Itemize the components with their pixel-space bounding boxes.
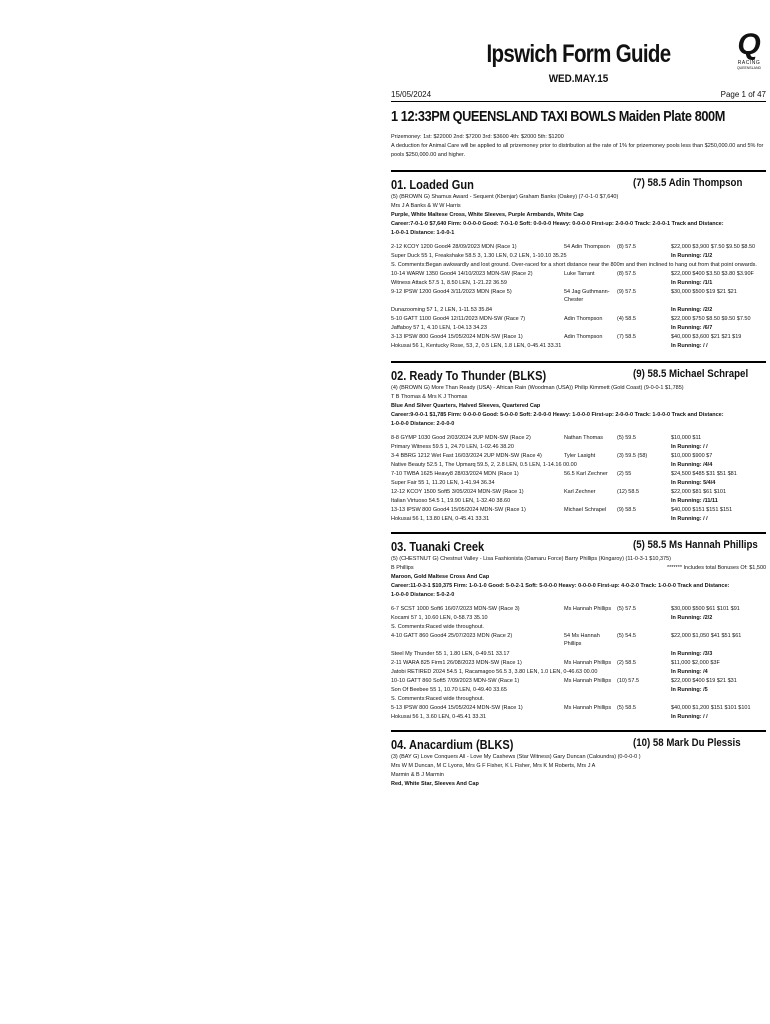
in-running: In Running: / / — [671, 516, 708, 522]
run-prize-odds: $22,000 $400 $3.50 $3.80 $3.90F — [671, 271, 754, 277]
form-run-row — [391, 479, 766, 488]
horse-entry — [391, 170, 766, 351]
form-run-row — [391, 306, 766, 315]
horse-owners: Mrs J A Banks & W W Harris — [391, 203, 461, 209]
form-run-row — [391, 270, 766, 279]
horse-owners: T B Thomas & Mrs K J Thomas — [391, 394, 468, 400]
bonus-note: ******* Includes total Bonuses Of: $1,500 — [667, 565, 766, 571]
run-jockey: Tyler Lasight — [564, 453, 596, 459]
form-run-row — [391, 461, 766, 470]
print-date: 15/05/2024 — [391, 90, 432, 99]
racing-q-icon: Q — [737, 28, 761, 61]
run-barrier-weight: (5) 58.5 — [617, 705, 636, 711]
form-run-row — [391, 434, 766, 443]
in-running: In Running: 5/4/4 — [671, 480, 716, 486]
career-stats-cont: 1-0-0-1 Distance: 1-0-0-1 — [391, 230, 455, 236]
run-jockey: 56.5 Karl Zechner — [564, 471, 608, 477]
run-prize-odds: $22,000 $81 $61 $101 — [671, 489, 727, 495]
form-run-row — [391, 515, 766, 524]
horse-name: 01. Loaded Gun — [391, 177, 474, 192]
run-details: Jatobi RETIRED 2024 54.5 1, Racamagoo 56.5 3, 3.80 LEN, 1.0 LEN, 0-46.63 00.00 — [391, 669, 598, 675]
form-run-row — [391, 497, 766, 506]
run-jockey: 54 Ms Hannah Phillips — [564, 633, 600, 647]
form-run-row — [391, 713, 766, 722]
prizemoney: Prizemoney: 1st: $22000 2nd: $7200 3rd: $3600 4th: $2000 5th: $1200 — [391, 134, 564, 140]
run-details: S. Comments:Raced wide throughout. — [391, 696, 484, 702]
horse-owners-cont: Marmin & B J Marmin — [391, 772, 444, 778]
run-barrier-weight: (2) 55 — [617, 471, 632, 477]
form-run-row — [391, 342, 766, 351]
horse-entry — [391, 361, 766, 524]
horse-name: 04. Anacardium (BLKS) — [391, 737, 514, 752]
run-barrier-weight: (8) 57.5 — [617, 271, 636, 277]
run-prize-odds: $11,000 $2,000 $3F — [671, 660, 720, 666]
horse-owners: B Phillips — [391, 565, 414, 571]
form-run-row — [391, 443, 766, 452]
in-running: In Running: / / — [671, 444, 708, 450]
horse-rule — [391, 730, 766, 732]
form-run-row — [391, 452, 766, 461]
career-stats-cont: 1-0-0-0 Distance: 5-0-2-0 — [391, 592, 455, 598]
horse-rule — [391, 361, 766, 363]
run-jockey: Adin Thompson — [564, 316, 603, 322]
run-prize-odds: $40,000 $151 $151 $151 — [671, 507, 733, 513]
run-details: Kocami 57 1, 10.60 LEN, 0-58.73 35.10 — [391, 615, 488, 621]
horse-breeding: (3) (BAY G) Love Conquers All - Love My Cashews (Star Witness) Gary Duncan (Caloundra) (0-0-0-0 ) — [391, 754, 641, 760]
form-run-row — [391, 704, 766, 713]
run-barrier-weight: (3) 59.5 (58) — [617, 453, 648, 459]
form-run-row — [391, 243, 766, 252]
form-run-row — [391, 506, 766, 515]
dateline — [391, 87, 766, 101]
deduction-line-1: A deduction for Animal Care will be applied to all prizemoney prior to distribution at the rate of 1% for prizemoney pools less than $250,000.00 and 5% for — [391, 143, 764, 149]
run-barrier-weight: (5) 54.5 — [617, 633, 636, 639]
run-details: Super Fair 55 1, 11.20 LEN, 1-41.94 36.34 — [391, 480, 495, 486]
run-details: 3-4 BBRG 1212 Wet Fast 16/03/2024 2UP MDN-SW (Race 4) — [391, 453, 542, 459]
career-stats-cont: 1-0-0-0 Distance: 2-0-0-0 — [391, 421, 455, 427]
run-prize-odds: $22,000 $750 $8.50 $9.50 $7.50 — [671, 316, 751, 322]
horse-breeding: (5) (BROWN G) Shamus Award - Sequent (Kbenjar) Graham Banks (Oakey) (7-0-1-0 $7,640) — [391, 194, 619, 200]
form-run-row — [391, 695, 766, 704]
run-barrier-weight: (7) 58.5 — [617, 334, 636, 340]
run-details: 8-8 GYMP 1030 Good 2/03/2024 2UP MDN-SW (Race 2) — [391, 435, 531, 441]
form-run-row — [391, 614, 766, 623]
career-stats: Career:7-0-1-0 $7,640 Firm: 0-0-0-0 Good: 7-0-1-0 Soft: 0-0-0-0 Heavy: 0-0-0-0 First-up: 2-0-0-0 Track: 2-0-0-1 Track and Distance: — [391, 221, 724, 227]
run-details: Steel My Thunder 55 1, 1.80 LEN, 0-49.51 33.17 — [391, 651, 510, 657]
form-run-row — [391, 650, 766, 659]
run-details: Witness Attack 57.5 1, 8.50 LEN, 1-21.22 36.59 — [391, 280, 507, 286]
run-jockey: Luke Tarrant — [564, 271, 595, 277]
run-barrier-weight: (4) 58.5 — [617, 316, 636, 322]
form-run-row — [391, 279, 766, 288]
form-run-row — [391, 252, 766, 261]
form-run-row — [391, 623, 766, 632]
run-barrier-weight: (10) 57.5 — [617, 678, 640, 684]
horse-colours: Red, White Star, Sleeves And Cap — [391, 781, 479, 787]
form-run-row — [391, 288, 766, 306]
in-running: In Running: /2/2 — [671, 615, 713, 621]
run-details: 5-10 GATT 1100 Good4 12/11/2023 MDN-SW (Race 7) — [391, 316, 526, 322]
run-details: Son Of Beebee 55 1, 10.70 LEN, 0-49.40 33.65 — [391, 687, 507, 693]
in-running: In Running: / / — [671, 343, 708, 349]
run-details: 10-10 GATT 860 Soft5 7/09/2023 MDN-SW (Race 1) — [391, 678, 520, 684]
form-run-row — [391, 686, 766, 695]
run-details: Super Duck 55 1, Freakshake 58.5 3, 1.30 LEN, 0.2 LEN, 1-10.10 35.25 — [391, 253, 567, 259]
horse-header — [391, 734, 766, 753]
run-prize-odds: $22,000 $400 $19 $21 $31 — [671, 678, 737, 684]
horse-entry — [391, 532, 766, 722]
form-run-row — [391, 605, 766, 614]
form-run-row — [391, 632, 766, 650]
horse-list — [391, 170, 766, 789]
racing-queensland-logo — [733, 30, 765, 71]
run-details: Primary Witness 59.5 1, 24.70 LEN, 1-02.46 38.20 — [391, 444, 514, 450]
run-details: 9-12 IPSW 1200 Good4 3/11/2023 MDN (Race 5) — [391, 289, 512, 295]
run-jockey: Ms Hannah Phillips — [564, 606, 612, 612]
page-title: Ipswich Form Guide — [486, 40, 671, 68]
run-details: 2-11 WARA 825 Firm1 26/08/2023 MDN-SW (Race 1) — [391, 660, 522, 666]
in-running: In Running: /2/2 — [671, 307, 713, 313]
horse-breeding: (5) (CHESTNUT G) Chestnut Valley - Lisa Fashionista (Oamaru Force) Barry Phillips (Kingaroy) (11-0-3-1 $10,375) — [391, 556, 671, 562]
run-details: 13-13 IPSW 800 Good4 15/05/2024 MDN-SW (Race 1) — [391, 507, 526, 513]
run-prize-odds: $10,000 $900 $7 — [671, 453, 713, 459]
horse-colours: Maroon, Gold Maltese Cross And Cap — [391, 574, 490, 580]
run-jockey: Adin Thompson — [564, 334, 603, 340]
form-guide-page — [391, 30, 766, 789]
run-details: Hokusai 56 1, 3.60 LEN, 0-45.41 33.31 — [391, 714, 487, 720]
run-details: 12-12 KCOY 1500 Soft5 3/05/2024 MDN-SW (Race 1) — [391, 489, 524, 495]
horse-entry — [391, 730, 766, 789]
form-run-row — [391, 261, 766, 270]
run-prize-odds: $30,000 $500 $61 $101 $91 — [671, 606, 740, 612]
in-running: In Running: /6/7 — [671, 325, 713, 331]
in-running: In Running: /1/2 — [671, 253, 713, 259]
run-jockey: Ms Hannah Phillips — [564, 705, 612, 711]
form-run-row — [391, 668, 766, 677]
in-running: In Running: /1/1 — [671, 280, 713, 286]
race-title: 1 12:33PM QUEENSLAND TAXI BOWLS Maiden Plate 800M — [391, 108, 725, 125]
page-number: Page 1 of 47 — [720, 90, 766, 99]
in-running: In Running: /5 — [671, 687, 708, 693]
logo-text: RACING — [737, 60, 761, 66]
logo-sub: QUEENSLAND — [736, 66, 762, 70]
horse-owners-row — [391, 564, 766, 573]
run-barrier-weight: (5) 57.5 — [617, 606, 636, 612]
form-run-row — [391, 324, 766, 333]
horse-jockey-barrier: (9) 58.5 Michael Schrapel — [633, 368, 749, 380]
horse-jockey-barrier: (10) 58 Mark Du Plessis — [633, 737, 741, 749]
run-details: Italian Virtuoso 54.5 1, 19.90 LEN, 1-32.40 38.60 — [391, 498, 511, 504]
horse-header — [391, 536, 766, 555]
run-details: 4-10 GATT 860 Good4 25/07/2023 MDN (Race 2) — [391, 633, 513, 639]
in-running: In Running: /11/11 — [671, 498, 718, 504]
horse-rule — [391, 532, 766, 534]
form-run-row — [391, 677, 766, 686]
horse-jockey-barrier: (7) 58.5 Adin Thompson — [633, 177, 743, 189]
horse-colours: Purple, White Maltese Cross, White Sleeves, Purple Armbands, White Cap — [391, 212, 584, 218]
horse-name: 03. Tuanaki Creek — [391, 539, 485, 554]
form-run-row — [391, 659, 766, 668]
run-jockey: 54 Jag Guthmann-Chester — [564, 289, 610, 303]
run-details: 10-14 WARW 1350 Good4 14/10/2023 MDN-SW (Race 2) — [391, 271, 533, 277]
run-details: S. Comments:Raced wide throughout. — [391, 624, 484, 630]
header-rule — [391, 101, 766, 102]
page-subtitle: WED.MAY.15 — [548, 73, 609, 85]
run-details: Jaffaboy 57 1, 4.10 LEN, 1-04.13 34.23 — [391, 325, 487, 331]
form-run-row — [391, 470, 766, 479]
run-prize-odds: $24,500 $485 $31 $51 $81 — [671, 471, 737, 477]
run-jockey: Nathan Thomas — [564, 435, 604, 441]
horse-header — [391, 174, 766, 193]
run-barrier-weight: (2) 58.5 — [617, 660, 636, 666]
run-details: Native Beauty 52.5 1, The Upmarq 59.5, 2, 2.8 LEN, 0.5 LEN, 1-14.16 00.00 — [391, 462, 577, 468]
form-run-row — [391, 488, 766, 497]
in-running: In Running: /4 — [671, 669, 708, 675]
horse-name: 02. Ready To Thunder (BLKS) — [391, 368, 547, 383]
run-barrier-weight: (5) 59.5 — [617, 435, 636, 441]
deduction-line-2: pools $250,000.00 and higher. — [391, 152, 466, 158]
run-details: 3-13 IPSW 800 Good4 15/05/2024 MDN-SW (Race 1) — [391, 334, 523, 340]
horse-jockey-barrier: (5) 58.5 Ms Hannah Phillips — [633, 539, 758, 551]
run-details: Hokusai 56 1, Kentucky Rose, 53, 2, 0.5 LEN, 1.8 LEN, 0-45.41 33.31 — [391, 343, 562, 349]
run-details: S. Comments:Began awkwardly and lost ground. Over-raced for a short distance near the 800m and then inclined to hang out from that point onwards. — [391, 262, 757, 268]
run-prize-odds: $40,000 $1,200 $151 $101 $101 — [671, 705, 751, 711]
run-details: 6-7 SCST 1000 Soft6 16/07/2023 MDN-SW (Race 3) — [391, 606, 520, 612]
run-barrier-weight: (9) 57.5 — [617, 289, 636, 295]
run-jockey: Ms Hannah Phillips — [564, 678, 612, 684]
run-jockey: 54 Adin Thompson — [564, 244, 610, 250]
career-stats: Career:11-0-3-1 $10,375 Firm: 1-0-1-0 Good: 5-0-2-1 Soft: 5-0-0-0 Heavy: 0-0-0-0 First-up: 4-0-2-0 Track: 1-0-0-0 Track and Distance: — [391, 583, 730, 589]
career-stats: Career:9-0-0-1 $1,785 Firm: 0-0-0-0 Good: 5-0-0-0 Soft: 2-0-0-0 Heavy: 1-0-0-0 First-up: 2-0-0-0 Track: 1-0-0-0 Track and Distance: — [391, 412, 724, 418]
run-prize-odds: $22,000 $3,900 $7.50 $9.50 $8.50 — [671, 244, 756, 250]
form-run-row — [391, 333, 766, 342]
horse-header — [391, 365, 766, 384]
in-running: In Running: / / — [671, 714, 708, 720]
run-prize-odds: $30,000 $500 $19 $21 $21 — [671, 289, 737, 295]
run-jockey: Karl Zechner — [564, 489, 596, 495]
run-details: Dunazooming 57 1, 2 LEN, 1-11.53 35.84 — [391, 307, 493, 313]
run-prize-odds: $40,000 $3,600 $21 $21 $19 — [671, 334, 742, 340]
horse-owners: Mrs W M Duncan, M C Lyons, Mrs G F Fisher, K L Fisher, Mrs K M Roberts, Mrs J A — [391, 763, 596, 769]
run-details: 5-13 IPSW 800 Good4 15/05/2024 MDN-SW (Race 1) — [391, 705, 523, 711]
in-running: In Running: /3/3 — [671, 651, 713, 657]
run-jockey: Ms Hannah Phillips — [564, 660, 612, 666]
run-barrier-weight: (12) 58.5 — [617, 489, 640, 495]
in-running: In Running: /4/4 — [671, 462, 713, 468]
run-jockey: Michael Schrapel — [564, 507, 607, 513]
run-details: 7-10 TWBA 1625 Heavy8 28/03/2024 MDN (Race 1) — [391, 471, 519, 477]
horse-colours: Blue And Silver Quarters, Halved Sleeves, Quartered Cap — [391, 403, 541, 409]
horse-breeding: (4) (BROWN G) More Than Ready (USA) - African Rain (Woodman (USA)) Philip Kimmett (Gold Coast) (9-0-0-1 $1,785) — [391, 385, 684, 391]
run-details: Hokusai 56 1, 13.80 LEN, 0-45.41 33.31 — [391, 516, 490, 522]
run-barrier-weight: (9) 58.5 — [617, 507, 636, 513]
horse-rule — [391, 170, 766, 172]
run-prize-odds: $10,000 $11 — [671, 435, 702, 441]
run-prize-odds: $22,000 $1,050 $41 $51 $61 — [671, 633, 742, 639]
form-run-row — [391, 315, 766, 324]
run-barrier-weight: (8) 57.5 — [617, 244, 636, 250]
run-details: 2-12 KCOY 1200 Good4 28/09/2023 MDN (Race 1) — [391, 244, 517, 250]
